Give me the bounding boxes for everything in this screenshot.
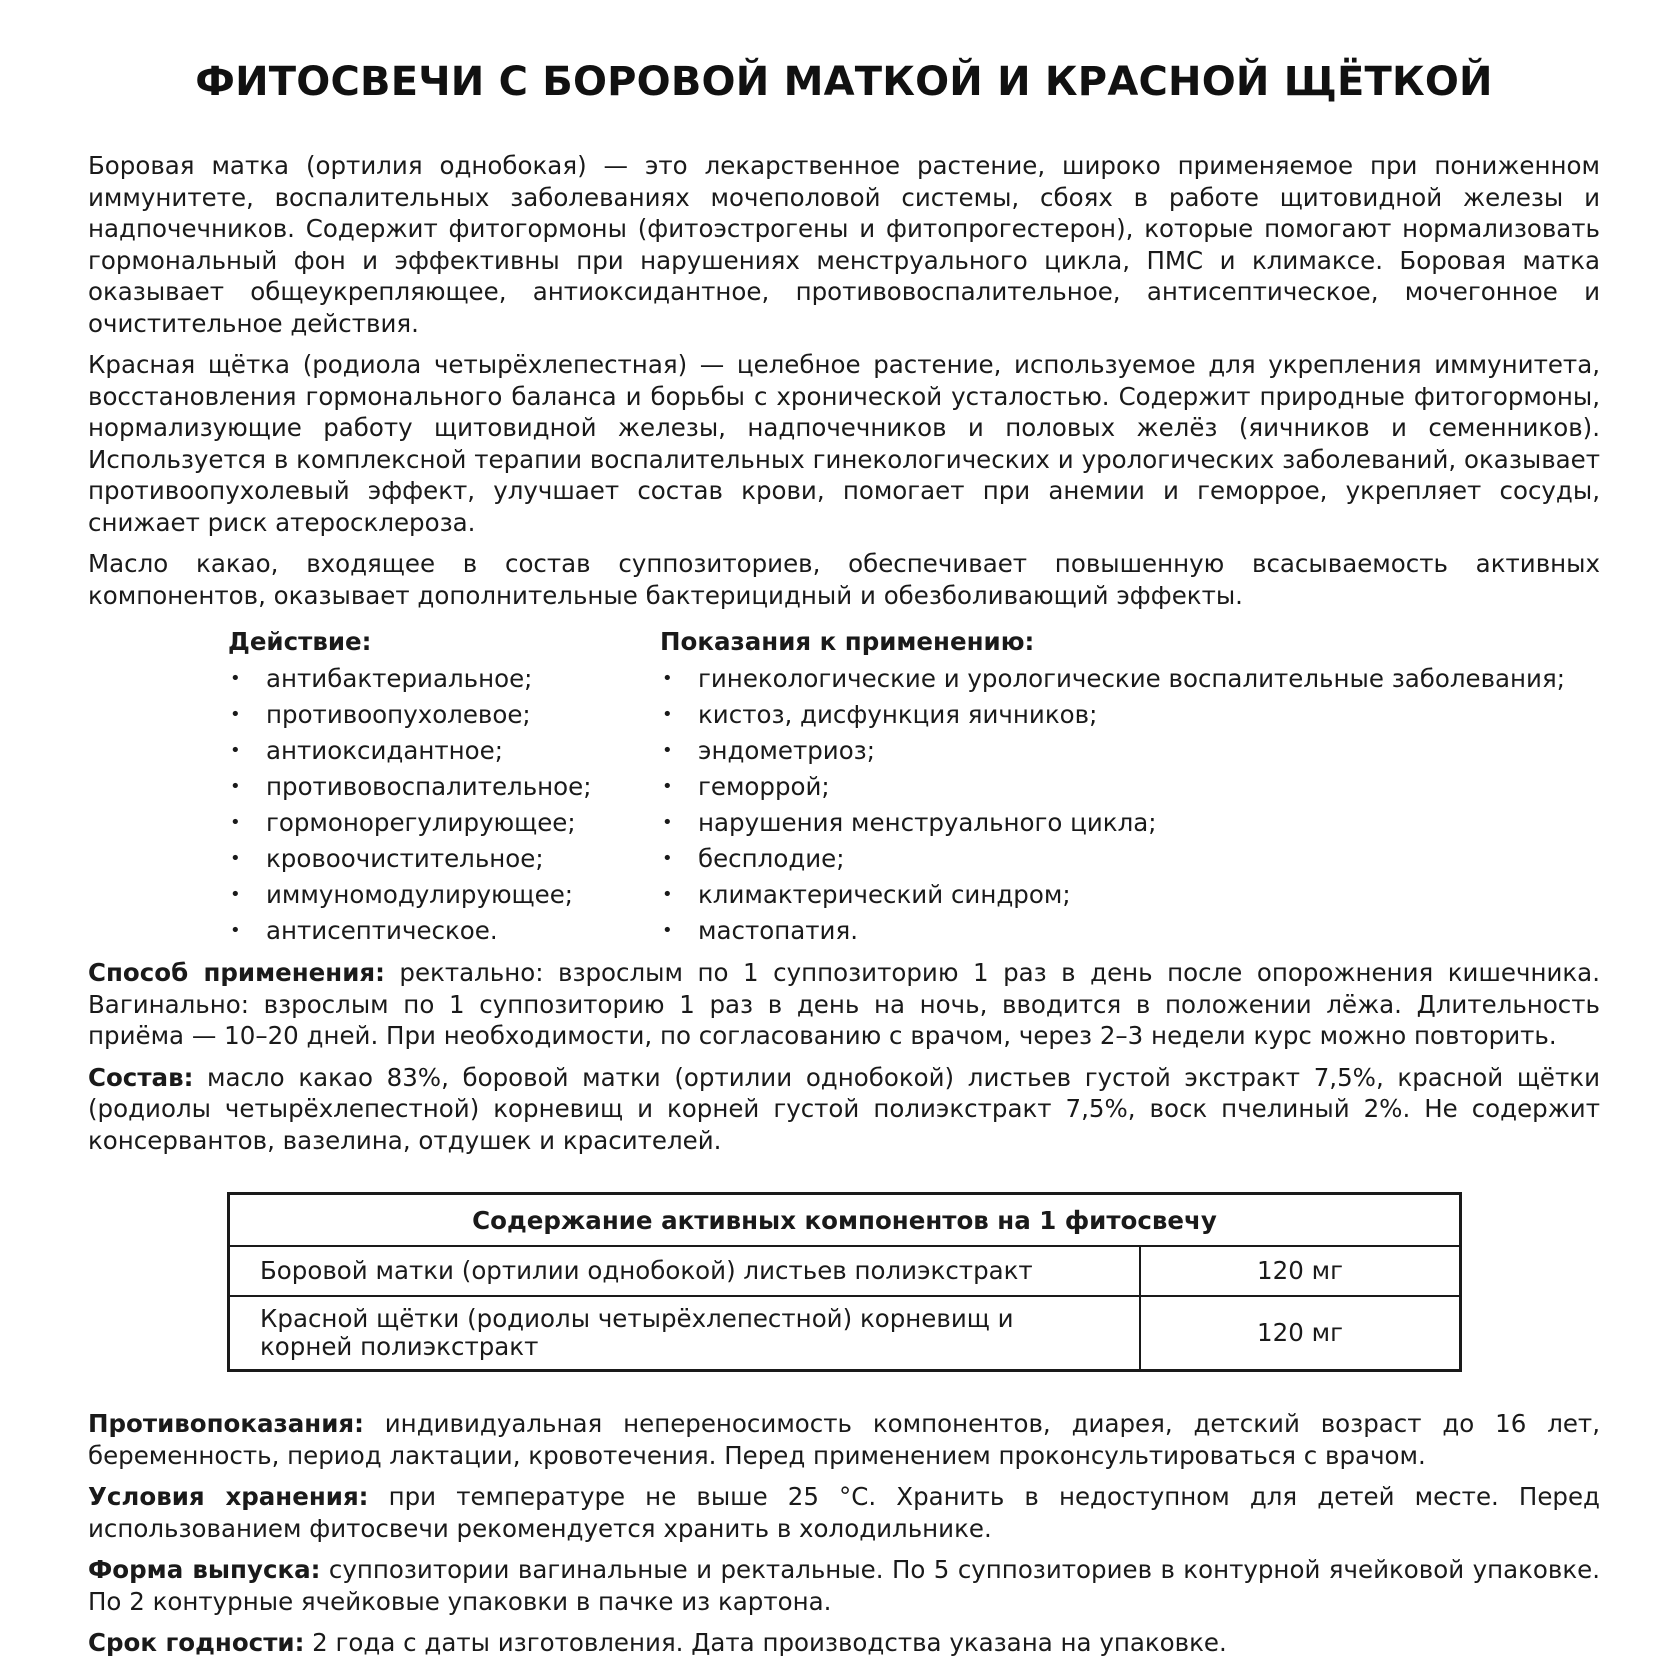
shelf-life-paragraph	[88, 1627, 1600, 1659]
form-text: суппозитории вагинальные и ректальные. По 5 суппозиториев в контурной ячейковой упаковке. По 2 контурные ячейковые упаковки в пачке из картона.	[88, 1555, 1600, 1616]
list-item: • антибактериальное;	[228, 661, 660, 697]
list-item: • нарушения менструального цикла;	[660, 805, 1600, 841]
list-item: • кистоз, дисфункция яичников;	[660, 697, 1600, 733]
action-column	[228, 625, 660, 949]
list-item: • антисептическое.	[228, 913, 660, 949]
list-item: • гинекологические и урологические воспалительные заболевания;	[660, 661, 1600, 697]
list-item: • антиоксидантное;	[228, 733, 660, 769]
list-item: • противовоспалительное;	[228, 769, 660, 805]
usage-paragraph	[88, 957, 1600, 1052]
list-item: • геморрой;	[660, 769, 1600, 805]
indications-column	[660, 625, 1600, 949]
lists-section	[88, 625, 1600, 949]
intro-paragraph-2: Красная щётка (родиола четырёхлепестная) — целебное растение, используемое для укрепления иммунитета, восстановления гормонального баланса и борьбы с хронической усталостью. Содержит природные фитогормоны, нормализующие работу щитовидной железы, надпочечников и половых желёз (яичников и семенников). Используется в комплексной терапии воспалительных гинекологических и урологических заболеваний, оказывает противоопухолевый эффект, улучшает состав крови, помогает при анемии и геморрое, укрепляет сосуды, снижает риск атеросклероза.	[88, 350, 1600, 537]
form-label: Форма выпуска:	[88, 1555, 321, 1584]
usage-text: ректально: взрослым по 1 суппозиторию 1 раз в день после опорожнения кишечника. Вагинально: взрослым по 1 суппозиторию 1 раз в день на ночь, вводится в положении лёжа. Длительность приёма — 10–20 дней. При необходимости, по согласованию с врачом, через 2–3 недели курс можно повторить.	[88, 958, 1600, 1050]
table-cell-value: 120 мг	[1140, 1246, 1461, 1296]
list-item: • бесплодие;	[660, 841, 1600, 877]
page-title: ФИТОСВЕЧИ С БОРОВОЙ МАТКОЙ И КРАСНОЙ ЩЁТКОЙ	[195, 59, 1493, 105]
composition-label: Состав:	[88, 1062, 194, 1092]
table-header: Содержание активных компонентов на 1 фитосвечу	[229, 1194, 1461, 1247]
action-list	[228, 661, 660, 949]
form-paragraph	[88, 1554, 1600, 1617]
list-item: • иммуномодулирующее;	[228, 877, 660, 913]
table-cell-value: 120 мг	[1140, 1296, 1461, 1371]
contraindications-paragraph	[88, 1408, 1600, 1471]
list-item: • кровоочистительное;	[228, 841, 660, 877]
contraindications-label: Противопоказания:	[88, 1409, 364, 1438]
list-item: • противоопухолевое;	[228, 697, 660, 733]
storage-paragraph	[88, 1481, 1600, 1544]
list-item: • климактерический синдром;	[660, 877, 1600, 913]
usage-label: Способ применения:	[88, 958, 385, 987]
composition-paragraph	[88, 1062, 1600, 1157]
list-item: • гормонорегулирующее;	[228, 805, 660, 841]
shelf-life-label: Срок годности:	[88, 1628, 305, 1657]
indications-heading: Показания к применению:	[660, 627, 1035, 656]
indications-list	[660, 661, 1600, 949]
list-item: • эндометриоз;	[660, 733, 1600, 769]
components-table	[227, 1192, 1462, 1372]
composition-text: масло какао 83%, боровой матки (ортилии однобокой) листьев густой экстракт 7,5%, красной щётки (родиолы четырёхлепестной) корневищ и корней густой полиэкстракт 7,5%, воск пчелиный 2%. Не содержит консервантов, вазелина, отдушек и красителей.	[88, 1062, 1600, 1155]
storage-label: Условия хранения:	[88, 1482, 369, 1511]
table-row	[229, 1296, 1461, 1371]
table-cell-name: Боровой матки (ортилии однобокой) листьев полиэкстракт	[229, 1246, 1141, 1296]
intro-paragraph-3: Масло какао, входящее в состав суппозиториев, обеспечивает повышенную всасываемость активных компонентов, оказывает дополнительные бактерицидный и обезболивающий эффекты.	[88, 549, 1600, 610]
intro-paragraph-1: Боровая матка (ортилия однобокая) — это лекарственное растение, широко применяемое при пониженном иммунитете, воспалительных заболеваниях мочеполовой системы, сбоях в работе щитовидной железы и надпочечников. Содержит фитогормоны (фитоэстрогены и фитопрогестерон), которые помогают нормализовать гормональный фон и эффективны при нарушениях менструального цикла, ПМС и климаксе. Боровая матка оказывает общеукрепляющее, антиоксидантное, противовоспалительное, антисептическое, мочегонное и очистительное действия.	[88, 151, 1600, 338]
list-item: • мастопатия.	[660, 913, 1600, 949]
contraindications-text: индивидуальная непереносимость компонентов, диарея, детский возраст до 16 лет, беременность, период лактации, кровотечения. Перед применением проконсультироваться с врачом.	[88, 1409, 1600, 1470]
table-row	[229, 1246, 1461, 1296]
action-heading: Действие:	[228, 627, 372, 656]
shelf-life-text: 2 года с даты изготовления. Дата производства указана на упаковке.	[304, 1628, 1227, 1657]
table-cell-name: Красной щётки (родиолы четырёхлепестной) корневищ и корней полиэкстракт	[229, 1296, 1141, 1371]
storage-text: при температуре не выше 25 °С. Хранить в недоступном для детей месте. Перед использованием фитосвечи рекомендуется хранить в холодильнике.	[88, 1482, 1600, 1543]
